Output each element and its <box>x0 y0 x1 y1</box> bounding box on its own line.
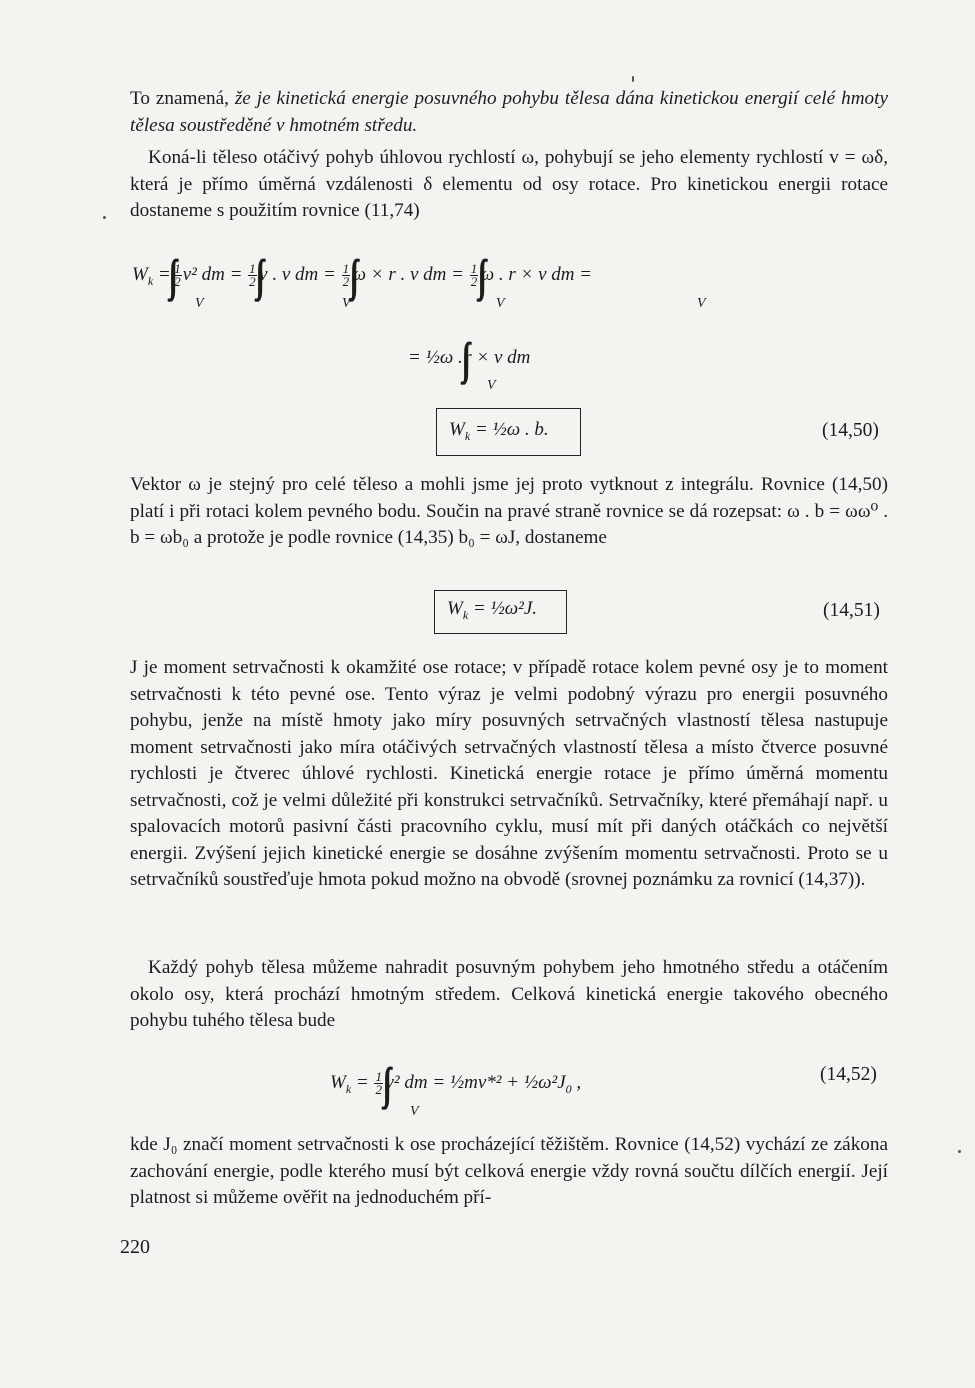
rotation-line-3: kinetickou energii rotace dostaneme s použitím rovnice (11,74) <box>130 173 888 221</box>
integral-volume-label: V <box>487 378 496 393</box>
fraction-half: $\frac{1}{2}$ <box>342 261 350 290</box>
eq-14-51-symbol: W <box>447 598 463 619</box>
general-motion-text: Každý pohyb tělesa můžeme nahradit posuvným pohybem jeho hmotného středu a otáčením okolo osy, která prochází hmotným středem. Celková kinetická energie takového obecného pohybu tuhého tělesa bude <box>130 957 888 1031</box>
scan-speck <box>632 76 634 82</box>
fraction-half: $\frac{1}{2}$ <box>174 261 181 290</box>
integral-volume-label: V <box>410 1104 419 1119</box>
eq-14-52-subscript: k <box>345 1081 352 1096</box>
eq-14-52-subscript-zero: 0 <box>565 1081 572 1096</box>
equation-number-14-50: (14,50) <box>822 420 879 441</box>
eq-second-prefix: = ½ω . <box>408 347 463 368</box>
equation-14-52: $W_k$ = $\frac{1}{2}$ v² dm = ½mv*² + $\frac{1}{2}\omega^2J_0$ , <box>330 1069 582 1098</box>
fraction-half: $\frac{1}{2}$ <box>375 1069 382 1098</box>
eq-14-50-subscript: k <box>464 428 471 443</box>
eq-term-4: ω . r × v dm = <box>480 264 593 285</box>
scan-speck <box>958 1150 961 1153</box>
equation-14-50 <box>449 419 549 444</box>
integral-volume-label: V <box>342 296 351 311</box>
equation-continuation <box>408 333 530 384</box>
paragraph-moment-of-inertia <box>130 655 888 894</box>
paragraph-intro-text: To znamená, <box>130 88 235 109</box>
fraction-half: $\frac{1}{2}$ <box>249 261 256 290</box>
equation-number-14-51: (14,51) <box>823 600 880 621</box>
vector-omega-text: Vektor ω je stejný pro celé těleso a mohli jsme jej proto vytknout z integrálu. Rovnice (14,50) platí i při rotaci kolem pevného bodu. Součin na pravé straně rovnice se dá rozepsat: ω . b = ωω⁰ . b = ωb₀ a protože je podle rovnice (14,35) b₀ = ωJ, dostaneme <box>130 474 888 548</box>
paragraph-kinetic-translation <box>130 86 888 139</box>
equation-number-14-52: (14,52) <box>820 1064 877 1085</box>
paragraph-energy-conservation <box>130 1132 888 1212</box>
eq-equals: = <box>157 264 171 285</box>
eq-term-3: ω × r . v dm = <box>352 264 464 285</box>
eq-term-2: v . v dm = <box>259 264 336 285</box>
eq-14-50-expression: = ½ω . b. <box>474 419 549 440</box>
integral-volume-label: V <box>496 296 505 311</box>
integral-volume-label: V <box>195 296 204 311</box>
integral-volume-label: V <box>697 296 706 311</box>
paragraph-italic-statement: že je kinetická energie posuvného pohybu tělesa dána kinetickou energií celé hmoty tělesa soustředěné v hmotném středu. <box>130 88 888 136</box>
eq-lhs-symbol: W <box>132 264 148 285</box>
paragraph-rotation <box>130 145 888 225</box>
eq-14-51-subscript: k <box>462 607 469 622</box>
eq-lhs-subscript: k <box>147 273 154 288</box>
eq-14-52-symbol: W <box>330 1072 346 1093</box>
rotation-line-1: Koná-li těleso otáčivý pohyb úhlovou rychlostí ω, pohybují se jeho elementy <box>148 147 751 168</box>
equation-14-51 <box>447 598 537 623</box>
eq-term-1: v² dm = <box>182 264 243 285</box>
eq-14-52-expression: v² dm = ½mv*² + ½ω²J <box>385 1072 566 1093</box>
eq-14-51-expression: = ½ω²J. <box>472 598 538 619</box>
paragraph-general-motion <box>130 955 888 1035</box>
equation-kinetic-rotation <box>132 250 592 301</box>
page-number: 220 <box>120 1236 150 1258</box>
rotation-line-2: rychlostí v = ωδ, která je přímo úměrná vzdálenosti δ elementu od osy rotace. Pro <box>130 147 888 195</box>
eq-14-50-symbol: W <box>449 419 465 440</box>
energy-conservation-text: kde J₀ značí moment setrvačnosti k ose procházející těžištěm. Rovnice (14,52) vychází ze zákona zachování energie, podle kterého musí být celková energie vždy rovná součtu dílčích energií. Její platnost si můžeme ověřit na jednoduchém pří- <box>130 1134 888 1208</box>
paragraph-vector-omega <box>130 472 888 552</box>
scan-speck <box>103 216 106 219</box>
eq-second-tail: r × v dm <box>464 347 531 368</box>
moment-of-inertia-text: J je moment setrvačnosti k okamžité ose rotace; v případě rotace kolem pevné osy je to moment setrvačnosti k této pevné ose. Tento výraz je velmi podobný výrazu pro energii posuvného pohybu, jenže na místě hmoty jako míry posuvných setrvačných vlastností tělesa nastupuje moment setrvačnosti jako míra otáčivých setrvačných vlastností tělesa a místo čtverce posuvné rychlosti je čtverec úhlové rychlosti. Kinetická energie rotace je přímo úměrná momentu setrvačnosti, což je velmi důležité při konstrukci setrvačníků. Setrvačníky, které přemáhají např. u spalovacích motorů pasivní části pracovního cyklu, musí mít při daných otáčkách co největší energii. Zvýšení jejich kinetické energie se dosáhne zvýšením momentu setrvačnosti. Proto se u setrvačníků soustřeďuje hmota pokud možno na obvodě (srovnej poznámku za rovnicí (14,37)). <box>130 657 888 890</box>
fraction-half: $\frac{1}{2}$ <box>470 261 478 290</box>
